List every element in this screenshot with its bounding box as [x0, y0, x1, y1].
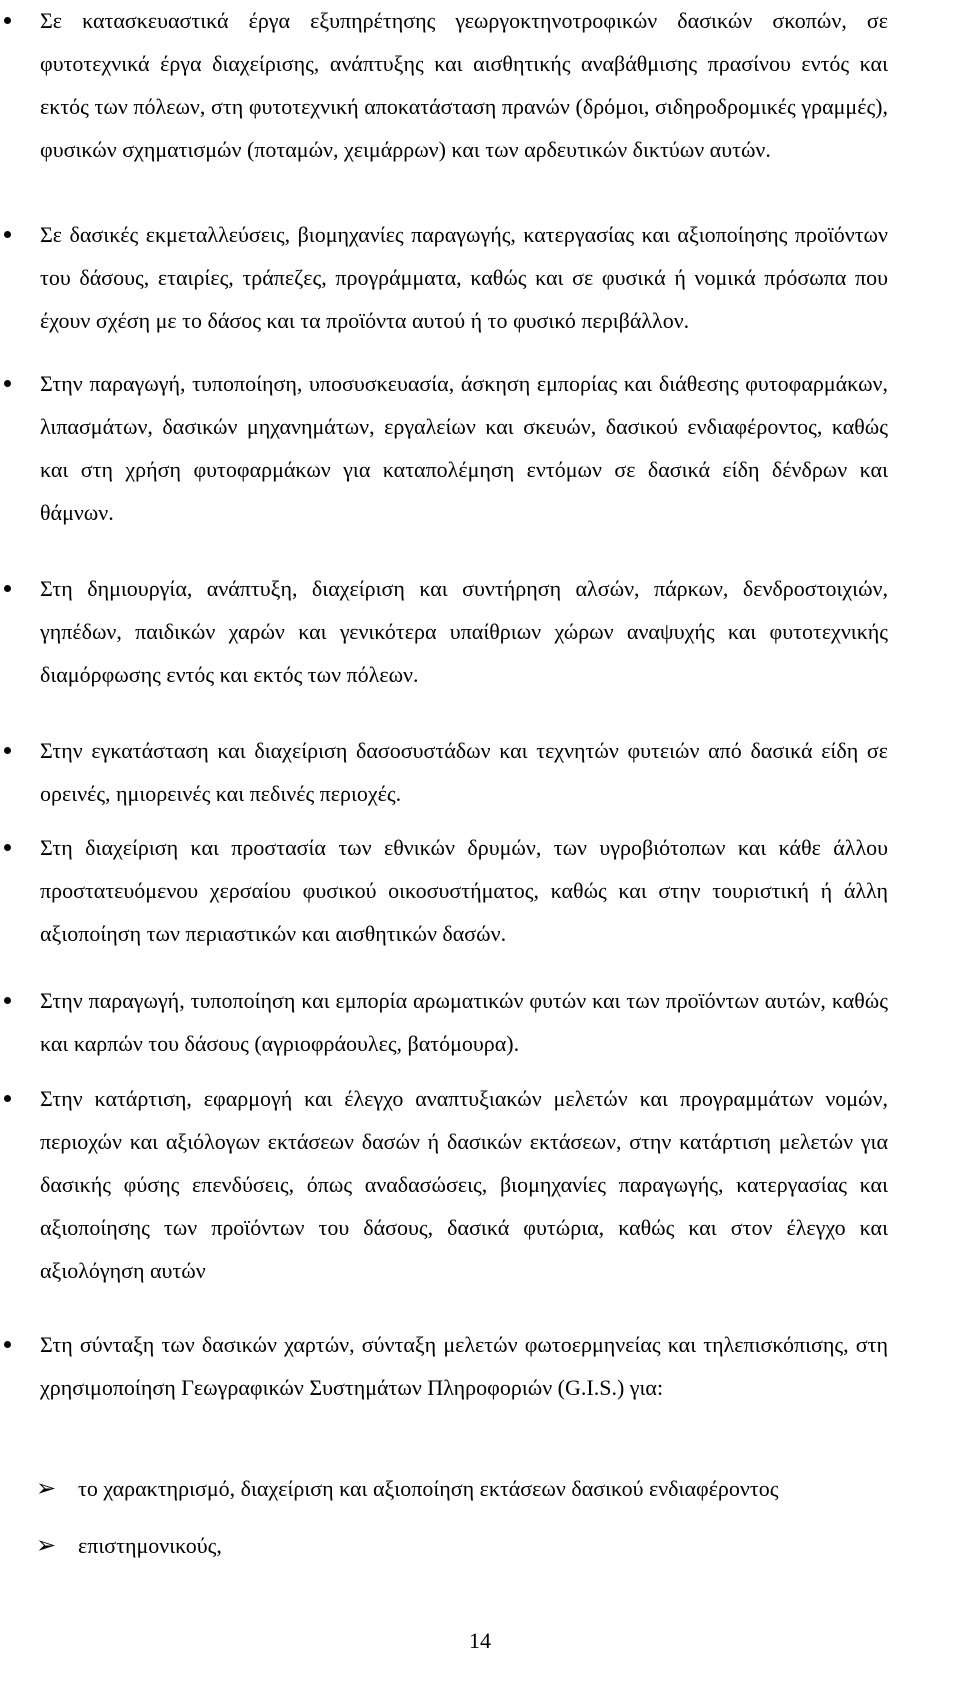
- list-item-text: Στη διαχείριση και προστασία των εθνικών δρυμών, των υγροβιότοπων και κάθε άλλου προστατευόμενου χερσαίου φυσικού οικοσυστήματος, καθώς και στην τουριστική ή άλλη αξιοποίηση των περιαστικών και αισθητικών δασών.: [40, 835, 888, 946]
- sub-list-item: [0, 1524, 888, 1567]
- list-item-text: Στη σύνταξη των δασικών χαρτών, σύνταξη μελετών φωτοερμηνείας και τηλεπισκόπισης, στη χρησιμοποίηση Γεωγραφικών Συστημάτων Πληροφοριών (G.I.S.) για:: [40, 1332, 888, 1400]
- list-item-text: Στην παραγωγή, τυποποίηση και εμπορία αρωματικών φυτών και των προϊόντων αυτών, καθώς και καρπών του δάσους (αγριοφράουλες, βατόμουρα).: [40, 988, 888, 1056]
- sub-bullet-list: [0, 1467, 960, 1581]
- bullet-dot-icon: [4, 231, 11, 238]
- list-item: [0, 979, 888, 1065]
- list-item: [0, 362, 888, 534]
- list-item: [0, 1323, 888, 1409]
- bullet-dot-icon: [4, 1095, 11, 1102]
- list-item-text: Σε κατασκευαστικά έργα εξυπηρέτησης γεωργοκτηνοτροφικών δασικών σκοπών, σε φυτοτεχνικά έργα διαχείρισης, ανάπτυξης και αισθητικής αναβάθμισης πρασίνου εντός και εκτός των πόλεων, στη φυτοτεχνική αποκατάσταση πρανών (δρόμοι, σιδηροδρομικές γραμμές), φυσικών σχηματισμών (ποταμών, χειμάρρων) και των αρδευτικών δικτύων αυτών.: [40, 8, 888, 162]
- list-item: [0, 213, 888, 342]
- page-number: 14: [469, 1628, 491, 1653]
- bullet-dot-icon: [4, 997, 11, 1004]
- list-item-text: Στη δημιουργία, ανάπτυξη, διαχείριση και συντήρηση αλσών, πάρκων, δενδροστοιχιών, γηπέδων, παιδικών χαρών και γενικότερα υπαίθριων χώρων αναψυχής και φυτοτεχνικής διαμόρφωσης εντός και εκτός των πόλεων.: [40, 576, 888, 687]
- bullet-dot-icon: [4, 585, 11, 592]
- list-item-text: Σε δασικές εκμεταλλεύσεις, βιομηχανίες παραγωγής, κατεργασίας και αξιοποίησης προϊόντων του δάσους, εταιρίες, τράπεζες, προγράμματα, καθώς και σε φυσικά ή νομικά πρόσωπα που έχουν σχέση με το δάσος και τα προϊόντα αυτού ή το φυσικό περιβάλλον.: [40, 222, 888, 333]
- list-item: [0, 729, 888, 815]
- list-item: [0, 1077, 888, 1292]
- bullet-dot-icon: [4, 1341, 11, 1348]
- list-item-text: Στην παραγωγή, τυποποίηση, υποσυσκευασία, άσκηση εμπορίας και διάθεσης φυτοφαρμάκων, λιπασμάτων, δασικών μηχανημάτων, εργαλείων και σκευών, δασικού ενδιαφέροντος, καθώς και στη χρήση φυτοφαρμάκων για καταπολέμηση εντόμων σε δασικά είδη δένδρων και θάμνων.: [40, 371, 888, 525]
- sub-list-item-text: το χαρακτηρισμό, διαχείριση και αξιοποίηση εκτάσεων δασικού ενδιαφέροντος: [78, 1476, 779, 1501]
- arrowhead-bullet-icon: ➢: [36, 1531, 57, 1559]
- bullet-dot-icon: [4, 17, 11, 24]
- bullet-dot-icon: [4, 380, 11, 387]
- list-item: [0, 0, 888, 171]
- arrowhead-bullet-icon: ➢: [36, 1474, 57, 1502]
- sub-list-item-text: επιστημονικούς,: [78, 1533, 222, 1558]
- bullet-dot-icon: [4, 747, 11, 754]
- bullet-dot-icon: [4, 844, 11, 851]
- list-item: [0, 567, 888, 696]
- list-item: [0, 826, 888, 955]
- list-item-text: Στην κατάρτιση, εφαρμογή και έλεγχο αναπτυξιακών μελετών και προγραμμάτων νομών, περιοχών και αξιόλογων εκτάσεων δασών ή δασικών εκτάσεων, στην κατάρτιση μελετών για δασικής φύσης επενδύσεις, όπως αναδασώσεις, βιομηχανίες παραγωγής, κατεργασίας και αξιοποίησης των προϊόντων του δάσους, δασικά φυτώρια, καθώς και στον έλεγχο και αξιολόγηση αυτών: [40, 1086, 888, 1283]
- sub-list-item: [0, 1467, 888, 1510]
- list-item-text: Στην εγκατάσταση και διαχείριση δασοσυστάδων και τεχνητών φυτειών από δασικά είδη σε ορεινές, ημιορεινές και πεδινές περιοχές.: [40, 738, 888, 806]
